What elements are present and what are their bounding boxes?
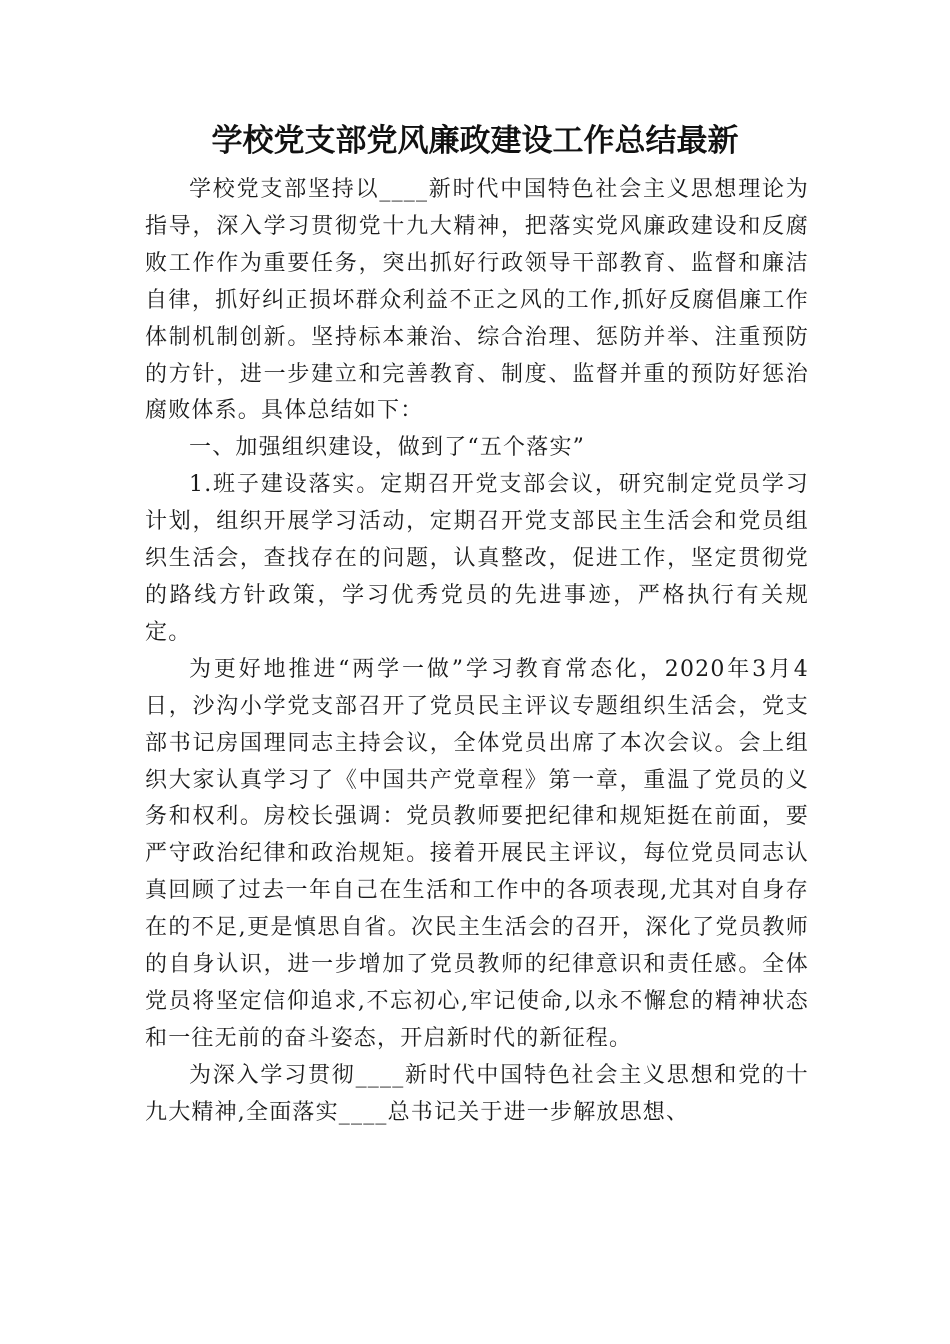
document-body [145, 172, 809, 1132]
paragraph-continued: 为深入学习贯彻____新时代中国特色社会主义思想和党的十九大精神,全面落实____总书记关于进一步解放思想、 [145, 1062, 809, 1125]
paragraph-intro: 学校党支部坚持以____新时代中国特色社会主义思想理论为指导，深入学习贯彻党十九大精神，把落实党风廉政建设和反腐败工作作为重要任务，突出抓好行政领导干部教育、监督和廉洁自律，抓好纠正损坏群众利益不正之风的工作,抓好反腐倡廉工作体制机制创新。坚持标本兼治、综合治理、惩防并举、注重预防的方针，进一步建立和完善教育、制度、监督并重的预防好惩治腐败体系。具体总结如下： [145, 177, 809, 424]
document-title: 学校党支部党风廉政建设工作总结最新 [211, 123, 739, 159]
section-heading-1: 一、加强组织建设，做到了“五个落实” [189, 435, 586, 461]
paragraph-meeting: 为更好地推进“两学一做”学习教育常态化，2020年3月4日，沙沟小学党支部召开了党员民主评议专题组织生活会，党支部书记房国理同志主持会议，全体党员出席了本次会议。会上组织大家认真学习了《中国共产党章程》第一章，重温了党员的义务和权利。房校长强调：党员教师要把纪律和规矩挺在前面，要严守政治纪律和政治规矩。接着开展民主评议，每位党员同志认真回顾了过去一年自己在生活和工作中的各项表现,尤其对自身存在的不足,更是慎思自省。次民主生活会的召开，深化了党员教师的自身认识，进一步增加了党员教师的纪律意识和责任感。全体党员将坚定信仰追求,不忘初心,牢记使命,以永不懈怠的精神状态和一往无前的奋斗姿态，开启新时代的新征程。 [145, 656, 809, 1051]
paragraph-team-building: 1.班子建设落实。定期召开党支部会议，研究制定党员学习计划，组织开展学习活动，定期召开党支部民主生活会和党员组织生活会，查找存在的问题，认真整改，促进工作，坚定贯彻党的路线方针政策，学习优秀党员的先进事迹，严格执行有关规定。 [145, 472, 809, 645]
